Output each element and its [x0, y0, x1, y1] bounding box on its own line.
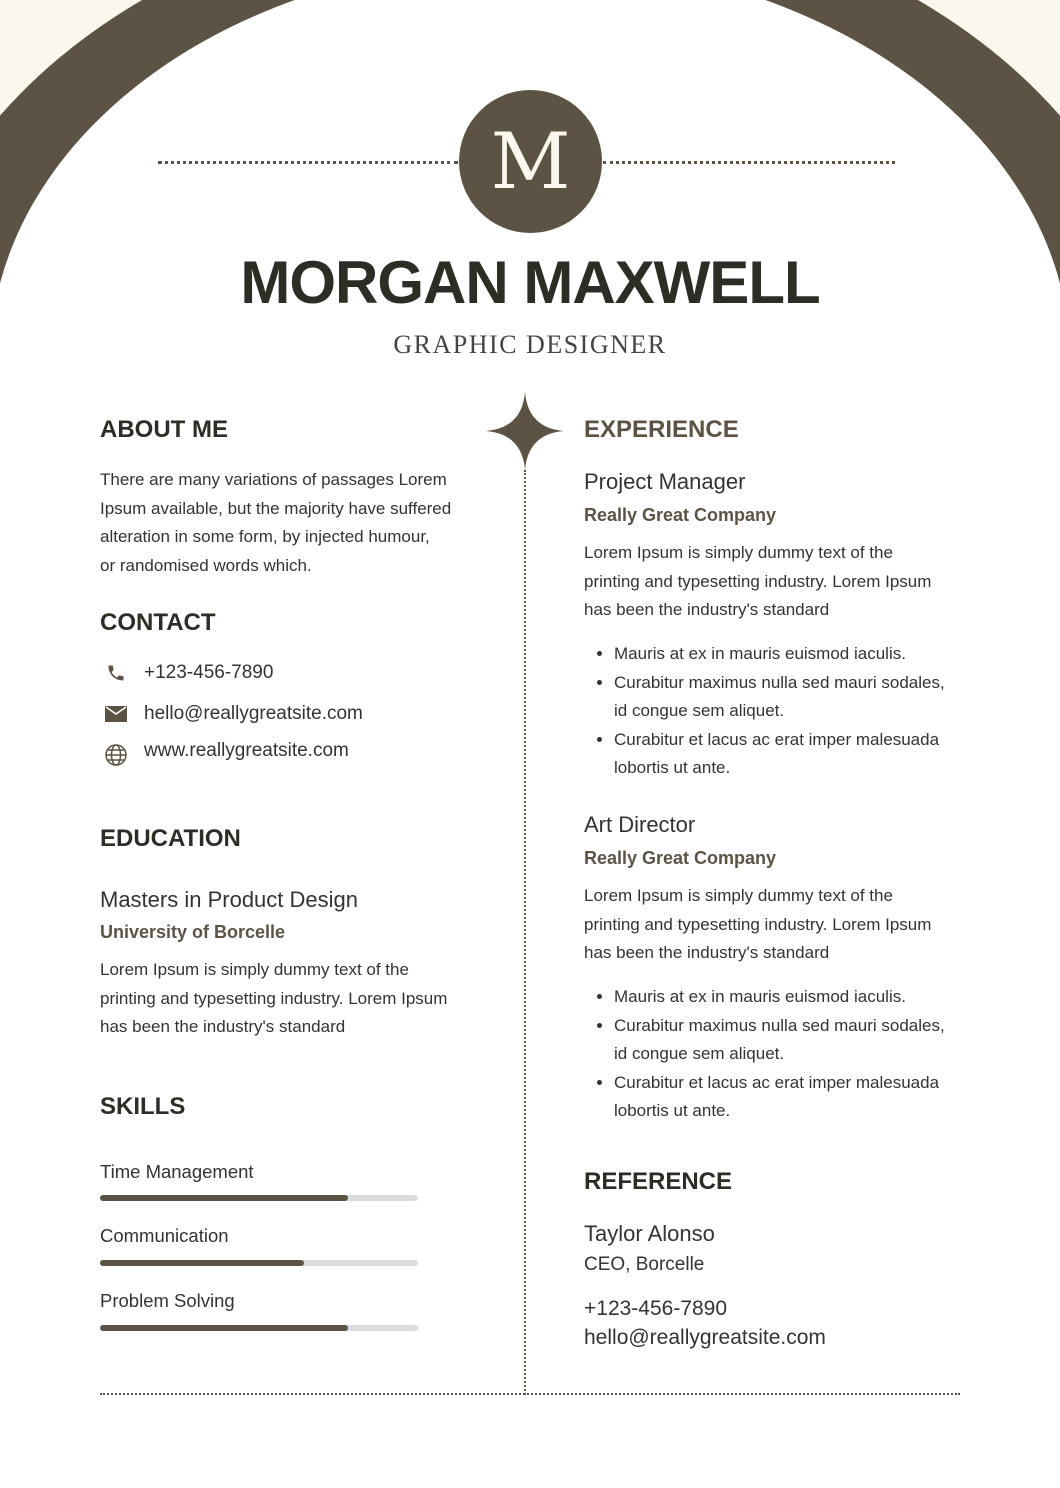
- bullet-item: • Curabitur et lacus ac erat imper malesuada lobortis ut ante.: [614, 1069, 945, 1126]
- job-bullets: [584, 983, 945, 1126]
- globe-icon: [104, 743, 128, 767]
- contact-heading: CONTACT: [100, 609, 216, 636]
- skill-bar-fill: [100, 1260, 304, 1266]
- job-line: printing and typesetting industry. Lorem Ipsum: [584, 914, 932, 934]
- job-line: Lorem Ipsum is simply dummy text of the: [584, 886, 893, 905]
- skill-label: Communication: [100, 1225, 229, 1246]
- job-company: Really Great Company: [584, 848, 777, 868]
- experience-heading: EXPERIENCE: [584, 416, 739, 443]
- monogram: M: [459, 90, 602, 233]
- reference-position: CEO, Borcelle: [584, 1254, 705, 1275]
- job-line: Lorem Ipsum is simply dummy text of the: [584, 543, 893, 562]
- job-bullets: [584, 640, 945, 783]
- about-line: There are many variations of passages Lorem: [100, 470, 447, 489]
- star-icon: [486, 392, 564, 470]
- bullet-item: • Mauris at ex in mauris euismod iaculis.: [614, 983, 945, 1012]
- degree: Masters in Product Design: [100, 887, 358, 912]
- education-line: printing and typesetting industry. Lorem Ipsum: [100, 988, 448, 1008]
- about-heading: ABOUT ME: [100, 416, 228, 443]
- skill-bar: [100, 1195, 418, 1201]
- skill-bar: [100, 1325, 418, 1331]
- school: University of Borcelle: [100, 922, 286, 942]
- about-line: Ipsum available, but the majority have suffered: [100, 498, 452, 518]
- skill-bar: [100, 1260, 418, 1266]
- divider-dots-right: [603, 161, 895, 164]
- job-title: GRAPHIC DESIGNER: [393, 330, 667, 359]
- about-text: [100, 466, 451, 580]
- reference-email[interactable]: hello@reallygreatsite.com: [584, 1326, 826, 1349]
- skill-bar-fill: [100, 1195, 348, 1201]
- bullet-item: • Curabitur et lacus ac erat imper malesuada lobortis ut ante.: [614, 726, 945, 783]
- about-line: alteration in some form, by injected humour,: [100, 527, 430, 546]
- email-icon: [104, 702, 128, 726]
- contact-email[interactable]: hello@reallygreatsite.com: [144, 703, 363, 724]
- bullet-item: • Mauris at ex in mauris euismod iaculis.: [614, 640, 945, 669]
- skills-heading: SKILLS: [100, 1093, 186, 1120]
- reference-phone[interactable]: +123-456-7890: [584, 1297, 728, 1320]
- job-line: printing and typesetting industry. Lorem Ipsum: [584, 571, 932, 591]
- skill-label: Time Management: [100, 1161, 254, 1182]
- education-text: [100, 956, 447, 1042]
- divider-dots-left: [158, 161, 458, 164]
- education-heading: EDUCATION: [100, 825, 241, 852]
- bottom-divider: [100, 1393, 960, 1395]
- job-line: has been the industry's standard: [584, 600, 830, 619]
- reference-name: Taylor Alonso: [584, 1221, 715, 1246]
- bullet-item: • Curabitur maximus nulla sed mauri sodales, id congue sem aliquet.: [614, 669, 945, 726]
- job-company: Really Great Company: [584, 505, 777, 525]
- bullet-item: • Curabitur maximus nulla sed mauri sodales, id congue sem aliquet.: [614, 1012, 945, 1069]
- education-line: has been the industry's standard: [100, 1017, 346, 1036]
- contact-phone[interactable]: +123-456-7890: [144, 662, 274, 683]
- skill-bar-fill: [100, 1325, 348, 1331]
- job-description: [584, 882, 931, 968]
- about-line: or randomised words which.: [100, 555, 312, 575]
- reference-heading: REFERENCE: [584, 1168, 733, 1195]
- education-line: Lorem Ipsum is simply dummy text of the: [100, 960, 409, 979]
- job-description: [584, 539, 931, 625]
- skill-label: Problem Solving: [100, 1290, 235, 1311]
- phone-icon: [104, 661, 128, 685]
- name-title: MORGAN MAXWELL: [240, 249, 820, 316]
- job-line: has been the industry's standard: [584, 943, 830, 962]
- job-role: Art Director: [584, 812, 696, 837]
- job-role: Project Manager: [584, 469, 746, 494]
- vertical-divider: [524, 470, 526, 1395]
- contact-website[interactable]: www.reallygreatsite.com: [144, 740, 349, 761]
